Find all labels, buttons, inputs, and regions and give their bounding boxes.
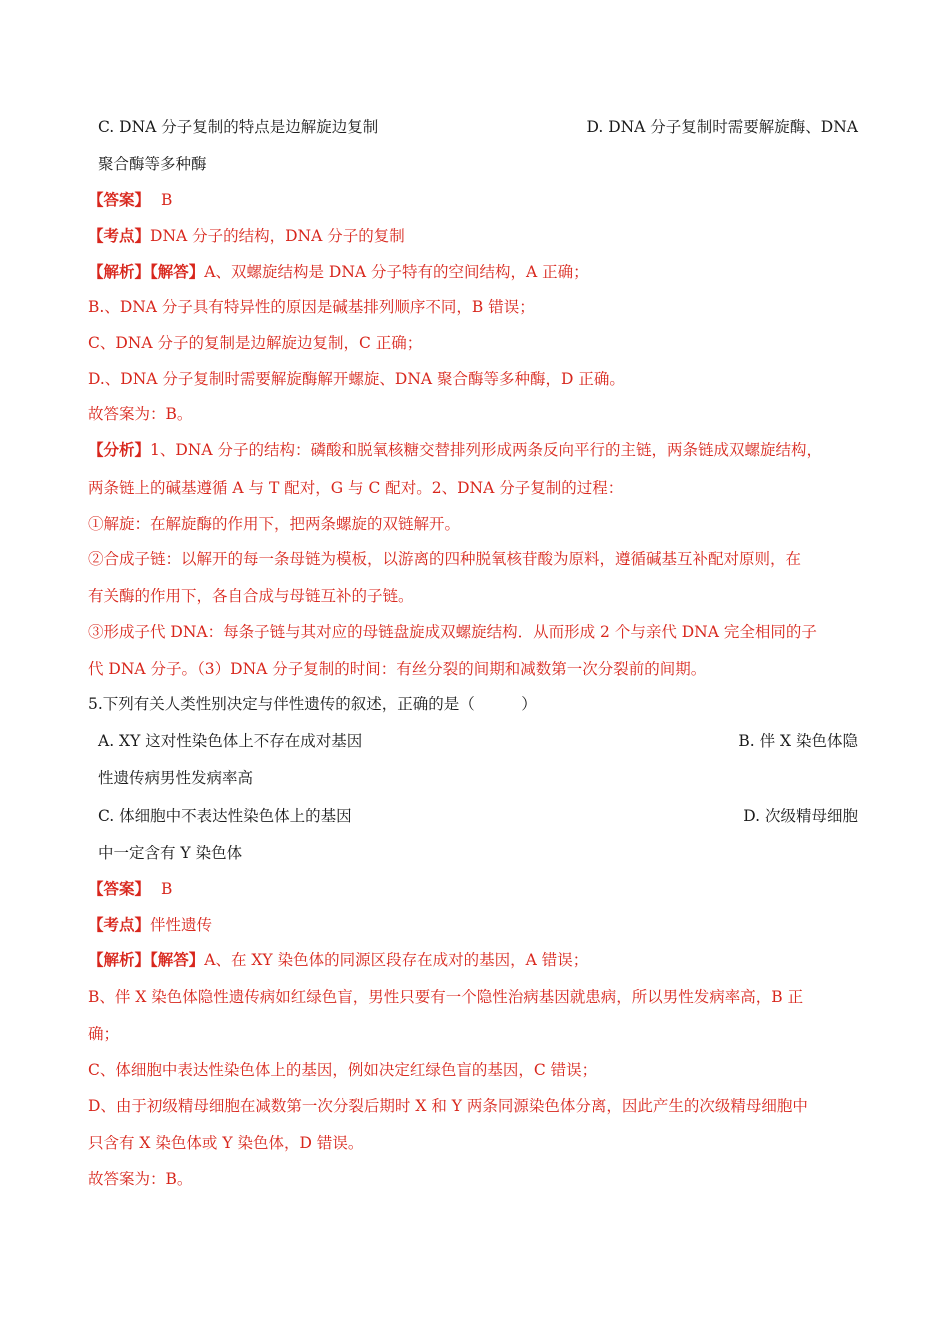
q5-jiexi-b2: 确； bbox=[88, 1025, 120, 1043]
q4-fenxi-2: ①解旋：在解旋酶的作用下，把两条螺旋的双链解开。 bbox=[88, 515, 461, 533]
answer-tag: 【答案】 bbox=[88, 190, 151, 209]
q5-jiexi-d1: D、由于初级精母细胞在减数第一次分裂后期时 X 和 Y 两条同源染色体分离，因此产生的次级精母细胞中 bbox=[88, 1097, 808, 1115]
q5-jiexi-c: C、体细胞中表达性染色体上的基因，例如决定红绿色盲的基因，C 错误； bbox=[88, 1061, 598, 1079]
q4-jiexi-d: D.、DNA 分子复制时需要解旋酶解开螺旋、DNA 聚合酶等多种酶，D 正确。 bbox=[88, 370, 625, 388]
q5-kaodian bbox=[88, 915, 212, 935]
q5-stem: 5.下列有关人类性别决定与伴性遗传的叙述，正确的是（ ） bbox=[88, 695, 537, 713]
fenxi-tag: 【分析】 bbox=[88, 440, 151, 459]
answer-value: B bbox=[160, 880, 173, 898]
q4-option-d-cont: 聚合酶等多种酶 bbox=[98, 155, 207, 173]
q5-jiexi-b1: B、伴 X 染色体隐性遗传病如红绿色盲，男性只要有一个隐性治病基因就患病，所以男性发病率高，B 正 bbox=[88, 988, 804, 1006]
q5-conclusion: 故答案为：B。 bbox=[88, 1170, 193, 1188]
q5-option-b-cont: 性遗传病男性发病率高 bbox=[98, 769, 254, 787]
q4-fenxi-3b: 有关酶的作用下，各自合成与母链互补的子链。 bbox=[88, 587, 414, 605]
kaodian-value: DNA 分子的结构，DNA 分子的复制 bbox=[150, 227, 405, 245]
q5-option-d-cont: 中一定含有 Y 染色体 bbox=[98, 844, 243, 862]
q4-jiexi-c: C、DNA 分子的复制是边解旋边复制，C 正确； bbox=[88, 334, 423, 352]
q4-fenxi bbox=[88, 440, 822, 460]
fenxi-1a: 1、DNA 分子的结构：磷酸和脱氧核糖交替排列形成两条反向平行的主链，两条链成双螺旋结构， bbox=[150, 441, 822, 459]
q5-jiexi bbox=[88, 950, 588, 970]
jiexi-tag: 【解析】【解答】 bbox=[88, 950, 205, 969]
answer-value: B bbox=[160, 191, 173, 209]
q5-option-b: B. 伴 X 染色体隐 bbox=[738, 732, 858, 750]
q4-option-c: C. DNA 分子复制的特点是边解旋边复制 bbox=[98, 118, 379, 136]
q4-fenxi-3a: ②合成子链：以解开的每一条母链为模板，以游离的四种脱氧核苷酸为原料，遵循碱基互补配对原则，在 bbox=[88, 550, 802, 568]
kaodian-tag: 【考点】 bbox=[88, 226, 151, 245]
q4-fenxi-4a: ③形成子代 DNA：每条子链与其对应的母链盘旋成双螺旋结构．从而形成 2 个与亲代 DNA 完全相同的子 bbox=[88, 623, 817, 641]
q4-option-d: D. DNA 分子复制时需要解旋酶、DNA bbox=[586, 118, 858, 136]
jiexi-a: A、在 XY 染色体的同源区段存在成对的基因，A 错误； bbox=[204, 951, 589, 969]
q4-jiexi-b: B.、DNA 分子具有特异性的原因是碱基排列顺序不同，B 错误； bbox=[88, 298, 535, 316]
jiexi-a: A、双螺旋结构是 DNA 分子特有的空间结构，A 正确； bbox=[204, 263, 589, 281]
kaodian-value: 伴性遗传 bbox=[150, 916, 213, 934]
q4-fenxi-4b: 代 DNA 分子。（3）DNA 分子复制的时间：有丝分裂的间期和减数第一次分裂前的间期。 bbox=[88, 660, 707, 678]
q4-answer bbox=[88, 190, 172, 210]
q4-kaodian bbox=[88, 226, 405, 246]
q4-fenxi-1b: 两条链上的碱基遵循 A 与 T 配对，G 与 C 配对。2、DNA 分子复制的过程： bbox=[88, 479, 624, 497]
kaodian-tag: 【考点】 bbox=[88, 915, 151, 934]
q4-jiexi bbox=[88, 262, 589, 282]
q5-option-a: A. XY 这对性染色体上不存在成对基因 bbox=[98, 732, 363, 750]
q4-conclusion: 故答案为：B。 bbox=[88, 405, 193, 423]
jiexi-tag: 【解析】【解答】 bbox=[88, 262, 205, 281]
q5-answer bbox=[88, 879, 172, 899]
q5-jiexi-d2: 只含有 X 染色体或 Y 染色体，D 错误。 bbox=[88, 1134, 364, 1152]
q5-option-d: D. 次级精母细胞 bbox=[743, 807, 858, 825]
answer-tag: 【答案】 bbox=[88, 879, 151, 898]
q5-option-c: C. 体细胞中不表达性染色体上的基因 bbox=[98, 807, 352, 825]
